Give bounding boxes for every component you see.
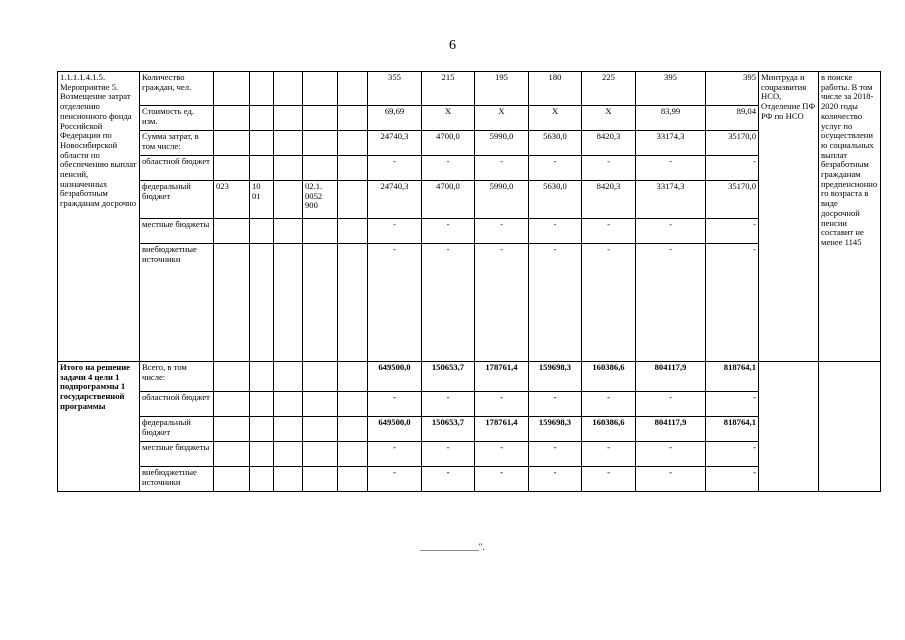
value-cell: 5630,0 — [529, 131, 582, 156]
empty-cell — [274, 244, 303, 362]
value-cell: - — [636, 442, 706, 467]
value-cell: 8420,3 — [582, 131, 636, 156]
row-label: областной бюджет — [140, 156, 214, 181]
value-cell: - — [582, 156, 636, 181]
row-label: Стоимость ед. изм. — [140, 106, 214, 131]
empty-cell — [338, 417, 368, 442]
value-cell: 5990,0 — [475, 181, 529, 219]
value-cell: - — [706, 156, 759, 181]
value-cell: - — [475, 442, 529, 467]
total-row — [58, 392, 881, 417]
rzpr-code — [250, 244, 274, 362]
empty-cell — [338, 106, 368, 131]
empty-cell — [303, 467, 338, 492]
row-label: местные бюджеты — [140, 442, 214, 467]
empty-cell — [274, 156, 303, 181]
value-cell: 35170,0 — [706, 131, 759, 156]
rzpr-code — [250, 156, 274, 181]
empty-cell — [759, 362, 819, 492]
empty-cell — [274, 392, 303, 417]
value-cell: - — [582, 442, 636, 467]
csr-code: 02.1. 0052 900 — [303, 181, 338, 219]
rzpr-code — [250, 106, 274, 131]
value-cell: 804117,9 — [636, 362, 706, 392]
value-cell: 8420,3 — [582, 181, 636, 219]
rzpr-code — [250, 131, 274, 156]
expected-result: в поиске работы. В том числе за 2018-2020 годы количество услуг по осуществлению социальных выплат безработным гражданам предпенсионного возраста в виде досрочной пенсии составит не менее 1145 — [819, 72, 881, 362]
value-cell: 818764,1 — [706, 362, 759, 392]
csr-code — [303, 156, 338, 181]
empty-cell — [303, 392, 338, 417]
row-label: Всего, в том числе: — [140, 362, 214, 392]
empty-cell — [274, 362, 303, 392]
value-cell: - — [582, 219, 636, 244]
measure-title: 1.1.1.1.4.1.5. Мероприятие 5. Возмещение затрат отделению пенсионного фонда Российской Федерации по Новосибирской области по обеспечению выплат пенсий, назначенных безработным гражданам досрочно — [58, 72, 140, 362]
value-cell: - — [636, 244, 706, 362]
row-label: федеральный бюджет — [140, 417, 214, 442]
empty-cell — [250, 442, 274, 467]
empty-cell — [214, 392, 250, 417]
value-cell: 159698,3 — [529, 362, 582, 392]
csr-code — [303, 244, 338, 362]
rzpr-code — [250, 72, 274, 106]
value-cell: 150653,7 — [422, 362, 475, 392]
value-cell: - — [529, 244, 582, 362]
footer-mark: _____________". — [420, 542, 485, 552]
value-cell: - — [368, 442, 422, 467]
value-cell: 5630,0 — [529, 181, 582, 219]
value-cell: 160386,6 — [582, 362, 636, 392]
value-cell: - — [422, 244, 475, 362]
total-row — [58, 362, 881, 392]
value-cell: - — [368, 244, 422, 362]
measure-row — [58, 244, 881, 362]
value-cell: 159698,3 — [529, 417, 582, 442]
value-cell: - — [582, 467, 636, 492]
measure-row — [58, 156, 881, 181]
value-cell: - — [529, 219, 582, 244]
value-cell: 215 — [422, 72, 475, 106]
row-label: федеральный бюджет — [140, 181, 214, 219]
row-label: областной бюджет — [140, 392, 214, 417]
value-cell: - — [368, 219, 422, 244]
value-cell: 818764,1 — [706, 417, 759, 442]
value-cell: - — [422, 392, 475, 417]
value-cell: Х — [475, 106, 529, 131]
value-cell: 178761,4 — [475, 362, 529, 392]
empty-cell — [338, 442, 368, 467]
value-cell: - — [636, 467, 706, 492]
value-cell: - — [636, 392, 706, 417]
csr-code — [303, 131, 338, 156]
measure-row — [58, 106, 881, 131]
value-cell: 24740,3 — [368, 131, 422, 156]
value-cell: - — [368, 156, 422, 181]
measure-row — [58, 219, 881, 244]
value-cell: - — [636, 156, 706, 181]
value-cell: 649500,0 — [368, 417, 422, 442]
total-row — [58, 417, 881, 442]
value-cell: 33174,3 — [636, 131, 706, 156]
value-cell: - — [422, 467, 475, 492]
total-title: Итого на решение задачи 4 цели 1 подпрограммы 1 государственной программы — [58, 362, 140, 492]
total-row — [58, 442, 881, 467]
value-cell: - — [475, 156, 529, 181]
empty-cell — [338, 467, 368, 492]
measure-row — [58, 72, 881, 106]
value-cell: 180 — [529, 72, 582, 106]
empty-cell — [274, 131, 303, 156]
value-cell: Х — [582, 106, 636, 131]
empty-cell — [274, 219, 303, 244]
empty-cell — [250, 467, 274, 492]
empty-cell — [250, 417, 274, 442]
value-cell: 33174,3 — [636, 181, 706, 219]
value-cell: 649500,0 — [368, 362, 422, 392]
empty-cell — [214, 442, 250, 467]
value-cell: - — [582, 392, 636, 417]
value-cell: - — [706, 467, 759, 492]
executor: Минтруда и соцразвития НСО, Отделение ПФ РФ по НСО — [759, 72, 819, 362]
value-cell: 24740,3 — [368, 181, 422, 219]
value-cell: - — [529, 392, 582, 417]
value-cell: - — [529, 467, 582, 492]
value-cell: Х — [422, 106, 475, 131]
empty-cell — [303, 442, 338, 467]
value-cell: 225 — [582, 72, 636, 106]
rzpr-code — [250, 219, 274, 244]
empty-cell — [338, 392, 368, 417]
empty-cell — [819, 362, 881, 492]
grbs-code — [214, 106, 250, 131]
grbs-code — [214, 244, 250, 362]
value-cell: 35170,0 — [706, 181, 759, 219]
grbs-code — [214, 72, 250, 106]
empty-cell — [214, 362, 250, 392]
empty-cell — [338, 362, 368, 392]
grbs-code — [214, 131, 250, 156]
value-cell: - — [582, 244, 636, 362]
value-cell: 150653,7 — [422, 417, 475, 442]
value-cell: - — [706, 392, 759, 417]
csr-code — [303, 219, 338, 244]
empty-cell — [274, 467, 303, 492]
empty-cell — [214, 467, 250, 492]
value-cell: 5990,0 — [475, 131, 529, 156]
value-cell: 355 — [368, 72, 422, 106]
empty-cell — [338, 219, 368, 244]
page-number: 6 — [449, 38, 456, 53]
value-cell: - — [368, 392, 422, 417]
value-cell: - — [529, 442, 582, 467]
grbs-code — [214, 156, 250, 181]
empty-cell — [338, 244, 368, 362]
value-cell: - — [475, 219, 529, 244]
row-label: местные бюджеты — [140, 219, 214, 244]
empty-cell — [274, 106, 303, 131]
value-cell: - — [422, 219, 475, 244]
empty-cell — [274, 181, 303, 219]
value-cell: - — [368, 467, 422, 492]
grbs-code — [214, 219, 250, 244]
value-cell: - — [475, 467, 529, 492]
empty-cell — [338, 181, 368, 219]
value-cell: 178761,4 — [475, 417, 529, 442]
value-cell: - — [422, 156, 475, 181]
empty-cell — [303, 417, 338, 442]
empty-cell — [250, 362, 274, 392]
budget-table — [57, 71, 881, 492]
value-cell: 195 — [475, 72, 529, 106]
value-cell: 4700,0 — [422, 181, 475, 219]
row-label: Сумма затрат, в том числе: — [140, 131, 214, 156]
empty-cell — [338, 131, 368, 156]
value-cell: - — [706, 442, 759, 467]
value-cell: - — [475, 392, 529, 417]
row-label: внебюджетные источники — [140, 244, 214, 362]
empty-cell — [338, 72, 368, 106]
empty-cell — [303, 362, 338, 392]
value-cell: - — [529, 156, 582, 181]
value-cell: 160386,6 — [582, 417, 636, 442]
empty-cell — [338, 156, 368, 181]
row-label: Количество граждан, чел. — [140, 72, 214, 106]
row-label: внебюджетные источники — [140, 467, 214, 492]
value-cell: 69,69 — [368, 106, 422, 131]
empty-cell — [250, 392, 274, 417]
empty-cell — [274, 417, 303, 442]
value-cell: 4700,0 — [422, 131, 475, 156]
measure-row — [58, 131, 881, 156]
value-cell: 804117,9 — [636, 417, 706, 442]
measure-row — [58, 181, 881, 219]
empty-cell — [214, 417, 250, 442]
value-cell: Х — [529, 106, 582, 131]
value-cell: 395 — [636, 72, 706, 106]
csr-code — [303, 106, 338, 131]
value-cell: 395 — [706, 72, 759, 106]
value-cell: 89,04 — [706, 106, 759, 131]
empty-cell — [274, 72, 303, 106]
value-cell: - — [706, 244, 759, 362]
total-row — [58, 467, 881, 492]
rzpr-code: 10 01 — [250, 181, 274, 219]
value-cell: - — [475, 244, 529, 362]
csr-code — [303, 72, 338, 106]
value-cell: - — [422, 442, 475, 467]
value-cell: - — [636, 219, 706, 244]
value-cell: 83,99 — [636, 106, 706, 131]
grbs-code: 023 — [214, 181, 250, 219]
empty-cell — [274, 442, 303, 467]
value-cell: - — [706, 219, 759, 244]
